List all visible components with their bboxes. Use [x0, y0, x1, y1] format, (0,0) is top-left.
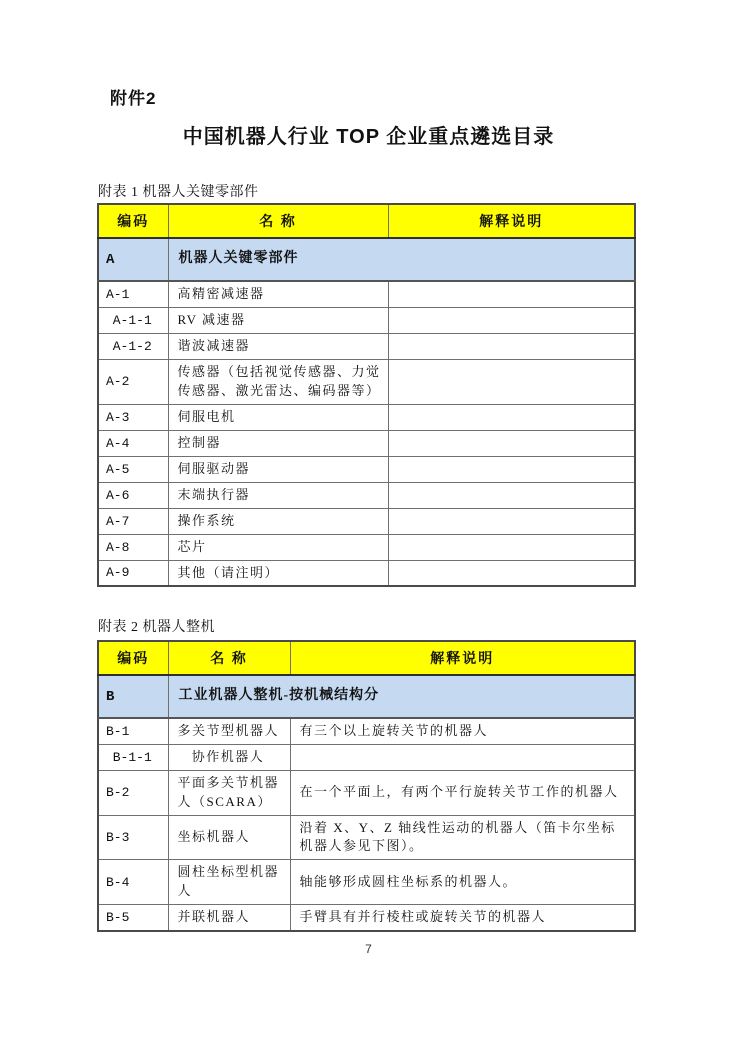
cell-description	[388, 482, 635, 508]
table1-body	[98, 238, 635, 586]
cell-code: A-3	[98, 404, 168, 430]
cell-code: A-1	[98, 281, 168, 307]
table-row	[98, 508, 635, 534]
cell-name: 其他（请注明）	[168, 560, 388, 586]
cell-code: B	[98, 675, 168, 718]
cell-name: 芯片	[168, 534, 388, 560]
cell-code: B-3	[98, 815, 168, 860]
table-row	[98, 333, 635, 359]
cell-description	[388, 404, 635, 430]
cell-description	[388, 333, 635, 359]
cell-name: 传感器（包括视觉传感器、力觉传感器、激光雷达、编码器等）	[168, 359, 388, 404]
section-row	[98, 675, 635, 718]
cell-description	[388, 508, 635, 534]
table-row	[98, 482, 635, 508]
cell-description	[388, 560, 635, 586]
cell-code: A-6	[98, 482, 168, 508]
cell-code: B-1-1	[98, 744, 168, 770]
cell-code: A-5	[98, 456, 168, 482]
table2-body	[98, 675, 635, 931]
cell-description	[388, 359, 635, 404]
table1-caption: 附表 1 机器人关键零部件	[98, 185, 259, 200]
cell-code: A-7	[98, 508, 168, 534]
cell-name: 并联机器人	[168, 904, 290, 930]
cell-code: A	[98, 238, 168, 281]
table-row	[98, 744, 635, 770]
table-row	[98, 534, 635, 560]
cell-description: 沿着 X、Y、Z 轴线性运动的机器人（笛卡尔坐标机器人参见下图）。	[290, 815, 635, 860]
page-number: 7	[365, 942, 372, 956]
header-description: 解释说明	[388, 204, 635, 238]
header-code: 编码	[98, 204, 168, 238]
cell-code: B-1	[98, 718, 168, 744]
table-row	[98, 718, 635, 744]
cell-code: A-1-1	[98, 307, 168, 333]
cell-description	[388, 281, 635, 307]
cell-name: 高精密减速器	[168, 281, 388, 307]
table-row	[98, 430, 635, 456]
table1-container	[97, 203, 634, 587]
cell-code: A-8	[98, 534, 168, 560]
table-row	[98, 281, 635, 307]
table2-caption: 附表 2 机器人整机	[98, 620, 215, 635]
cell-code: B-5	[98, 904, 168, 930]
attachment-label: 附件2	[110, 89, 157, 108]
cell-name: RV 减速器	[168, 307, 388, 333]
cell-code: A-4	[98, 430, 168, 456]
cell-code: B-4	[98, 860, 168, 905]
cell-code: A-1-2	[98, 333, 168, 359]
cell-description	[388, 534, 635, 560]
header-name: 名 称	[168, 204, 388, 238]
cell-code: A-2	[98, 359, 168, 404]
cell-description: 手臂具有并行棱柱或旋转关节的机器人	[290, 904, 635, 930]
table-row	[98, 359, 635, 404]
section-row	[98, 238, 635, 281]
cell-name: 操作系统	[168, 508, 388, 534]
table-row	[98, 904, 635, 930]
table1-header-row	[98, 204, 635, 238]
cell-code: B-2	[98, 770, 168, 815]
table-row	[98, 456, 635, 482]
cell-name: 末端执行器	[168, 482, 388, 508]
cell-name: 圆柱坐标型机器人	[168, 860, 290, 905]
cell-description: 在一个平面上，有两个平行旋转关节工作的机器人	[290, 770, 635, 815]
cell-name: 机器人关键零部件	[168, 238, 635, 281]
table-row	[98, 860, 635, 905]
cell-name: 谐波减速器	[168, 333, 388, 359]
cell-description: 有三个以上旋转关节的机器人	[290, 718, 635, 744]
cell-name: 工业机器人整机-按机械结构分	[168, 675, 635, 718]
cell-description	[290, 744, 635, 770]
table-row	[98, 307, 635, 333]
cell-name: 平面多关节机器人（SCARA）	[168, 770, 290, 815]
cell-name: 协作机器人	[168, 744, 290, 770]
table-key-components	[97, 203, 636, 587]
table-row	[98, 815, 635, 860]
cell-description	[388, 307, 635, 333]
cell-description: 轴能够形成圆柱坐标系的机器人。	[290, 860, 635, 905]
page-title: 中国机器人行业 TOP 企业重点遴选目录	[182, 126, 555, 148]
header-code: 编码	[98, 641, 168, 675]
table-row	[98, 770, 635, 815]
table-whole-robots	[97, 640, 636, 932]
cell-name: 伺服驱动器	[168, 456, 388, 482]
cell-description	[388, 430, 635, 456]
header-description: 解释说明	[290, 641, 635, 675]
cell-name: 多关节型机器人	[168, 718, 290, 744]
cell-name: 坐标机器人	[168, 815, 290, 860]
table2-header-row	[98, 641, 635, 675]
cell-code: A-9	[98, 560, 168, 586]
cell-name: 控制器	[168, 430, 388, 456]
table-row	[98, 560, 635, 586]
cell-name: 伺服电机	[168, 404, 388, 430]
table2-container	[97, 640, 634, 932]
header-name: 名 称	[168, 641, 290, 675]
table-row	[98, 404, 635, 430]
cell-description	[388, 456, 635, 482]
